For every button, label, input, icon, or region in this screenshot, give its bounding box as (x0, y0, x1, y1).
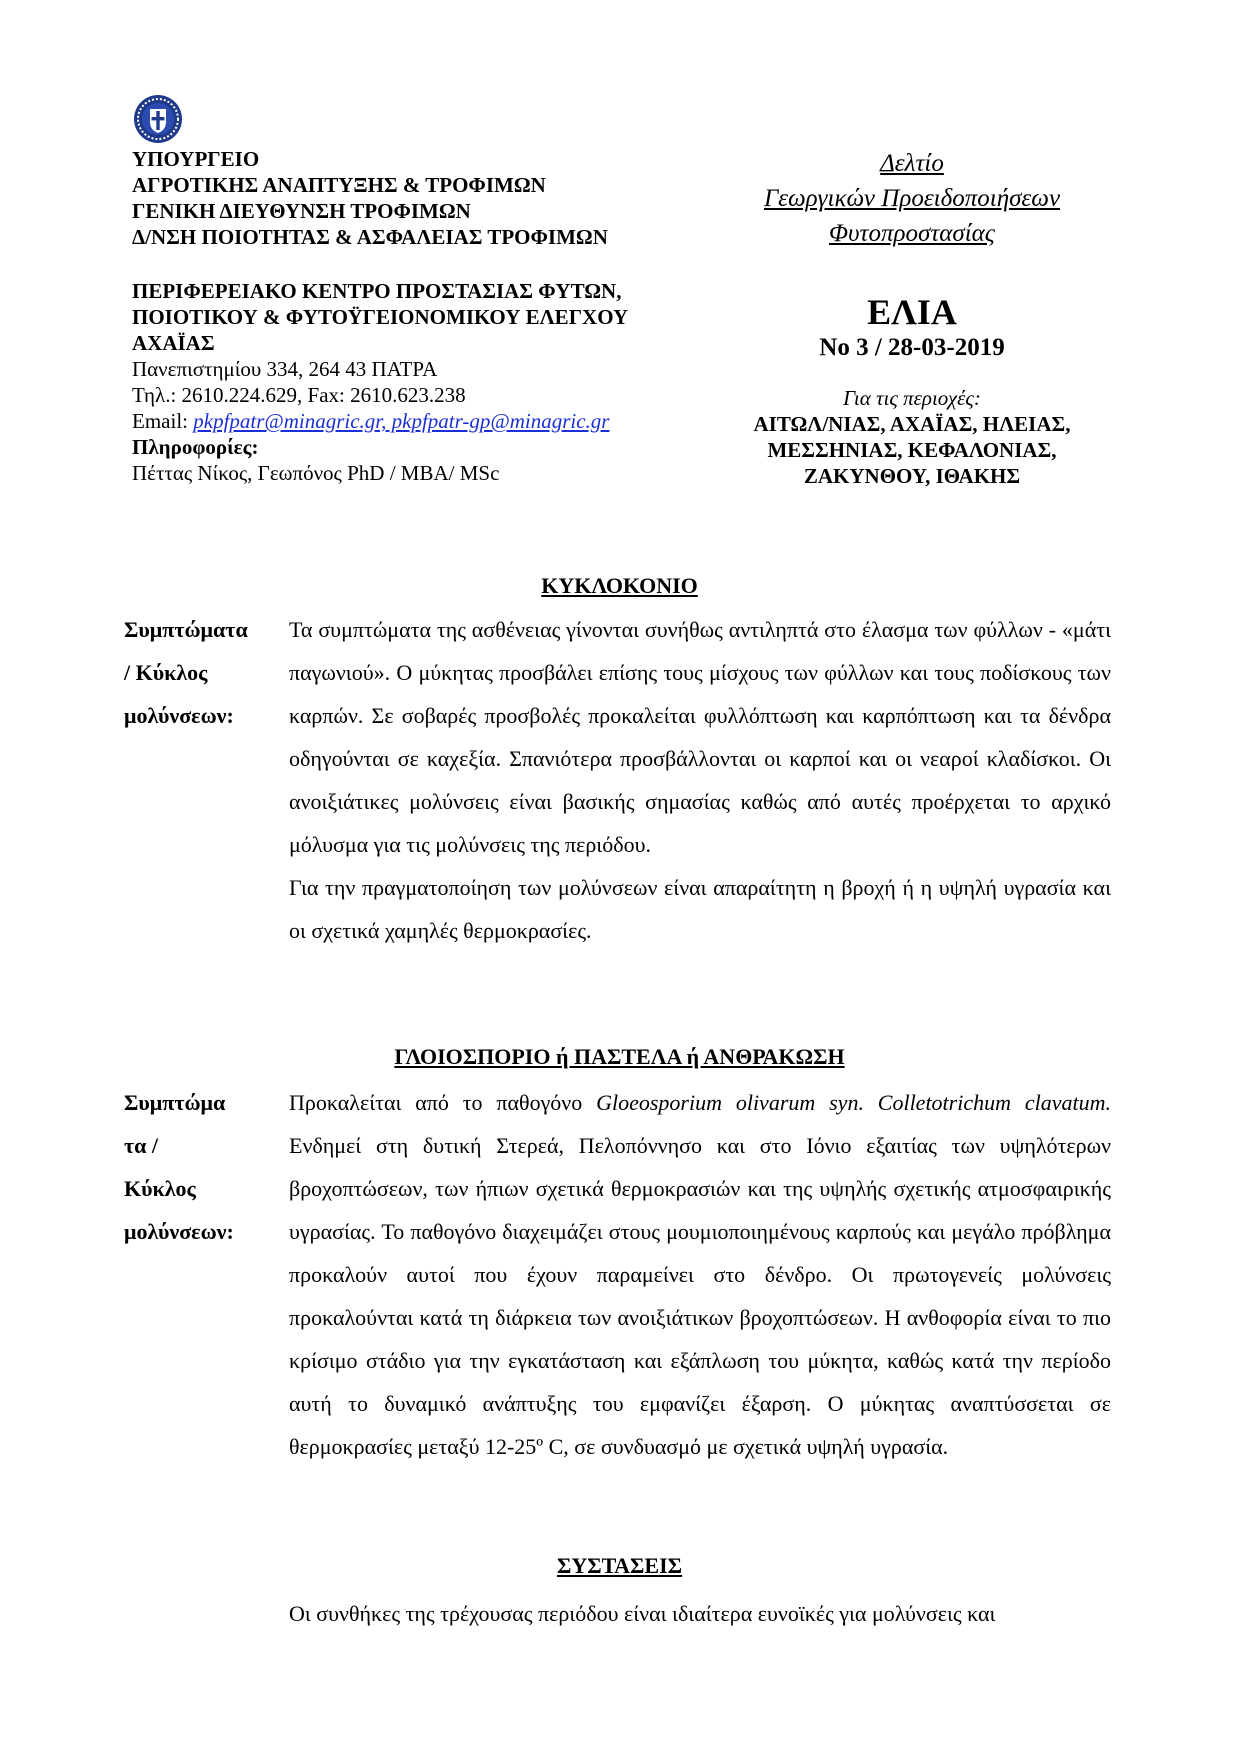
bulletin-title-line: Γεωργικών Προειδοποιήσεων (763, 185, 1061, 212)
pathogen-name: Gloeosporium olivarum syn. Colletotrichum clavatum. (596, 1090, 1111, 1115)
section-title-systaseis: ΣΥΣΤΑΣΕΙΣ (556, 1553, 683, 1578)
side-label-line: Κύκλος (124, 1176, 196, 1201)
crop-title: ΕΛΙΑ (867, 292, 957, 332)
paragraph-rest: Ενδημεί στη δυτική Στερεά, Πελοπόννησο και στο Ιόνιο εξαιτίας των υψηλότερων βροχοπτώσεων, των ήπιων σχετικά θερμοκρασιών και της υψηλής σχετικής ατμοσφαιρικής υγρασίας. Το παθογόνο διαχειμάζει στους μουμιοποιημένους καρπούς και μεγάλο πρόβλημα προκαλούν αυτοί που έχουν παραμείνει στο δένδρο. Οι πρωτογενείς μολύνσεις προκαλούνται κατά τη διάρκεια των ανοιξιάτικων βροχοπτώσεων. Η ανθοφορία είναι το πιο κρίσιμο στάδιο για την εγκατάσταση και εξάπλωση του μύκητα, καθώς κατά την περίοδο αυτή το δυναμικό ανάπτυξης του εμφανίζει έξαρση. Ο μύκητας αναπτύσσεται σε θερμοκρασίες μεταξύ 12-25º C, σε συνδυασμό με σχετικά υψηλή υγρασία. (289, 1133, 1111, 1459)
paragraph: Οι συνθήκες της τρέχουσας περιόδου είναι ιδιαίτερα ευνοϊκές για μολύνσεις και (289, 1601, 996, 1626)
areas-line: ΖΑΚΥΝΘΟΥ, ΙΘΑΚΗΣ (803, 464, 1021, 488)
paragraph: Για την πραγματοποίηση των μολύνσεων είναι απαραίτητη η βροχή ή η υψηλή υγρασία και οι σχετικά χαμηλές θερμοκρασίες. (289, 875, 1111, 943)
areas-line: ΑΙΤΩΛ/ΝΙΑΣ, ΑΧΑΪΑΣ, ΗΛΕΙΑΣ, (753, 412, 1071, 436)
side-label-line: μολύνσεων: (124, 703, 234, 728)
section-body-gloiosporio (289, 1081, 1111, 1468)
side-label-line: τα / (124, 1133, 159, 1158)
section-body-systaseis (289, 1592, 1111, 1635)
section-side-label (124, 608, 274, 737)
areas-line: ΜΕΣΣΗΝΙΑΣ, ΚΕΦΑΛΟΝΙΑΣ, (767, 438, 1057, 462)
issue-number: Νο 3 / 28-03-2019 (819, 334, 1005, 361)
center-name-line: ΠΕΡΙΦΕΡΕΙΑΚΟ ΚΕΝΤΡΟ ΠΡΟΣΤΑΣΙΑΣ ΦΥΤΩΝ, (132, 279, 622, 303)
side-label-line: Συμπτώματα (124, 617, 248, 642)
side-label-line: Συμπτώμα (124, 1090, 226, 1115)
section-title-gloiosporio: ΓΛΟΙΟΣΠΟΡΙΟ ή ΠΑΣΤΕΛΑ ή ΑΝΘΡΑΚΩΣΗ (394, 1044, 845, 1069)
bulletin-title-line: Φυτοπροστασίας (829, 220, 995, 247)
ministry-header (132, 146, 732, 486)
bulletin-header (712, 146, 1112, 489)
email-row (132, 408, 732, 434)
ministry-line: ΓΕΝΙΚΗ ΔΙΕΥΘΥΝΣΗ ΤΡΟΦΙΜΩΝ (132, 199, 471, 223)
phone-fax: Τηλ.: 2610.224.629, Fax: 2610.623.238 (132, 383, 466, 407)
center-name-line: ΠΟΙΟΤΙΚΟΥ & ΦΥΤΟΫΓΕΙΟΝΟΜΙΚΟΥ ΕΛΕΓΧΟΥ (132, 305, 629, 329)
paragraph: Τα συμπτώματα της ασθένειας γίνονται συνήθως αντιληπτά στο έλασμα των φύλλων - «μάτι παγωνιού». Ο μύκητας προσβάλει επίσης τους μίσχους των φύλλων και τους ποδίσκους των καρπών. Σε σοβαρές προσβολές προκαλείται φυλλόπτωση και καρπόπτωση και τα δένδρα οδηγούνται σε καχεξία. Σπανιότερα προσβάλλονται οι καρποί και οι νεαροί κλαδίσκοι. Οι ανοιξιάτικες μολύνσεις είναι βασικής σημασίας καθώς από αυτές προέρχεται το αρχικό μόλυσμα για τις μολύνσεις της περιόδου. (289, 617, 1111, 857)
section-side-label (124, 1081, 274, 1253)
greek-emblem-icon (133, 94, 183, 144)
info-label: Πληροφορίες: (132, 435, 259, 459)
bulletin-title-line: Δελτίο (880, 150, 944, 177)
info-person: Πέττας Νίκος, Γεωπόνος PhD / MBA/ MSc (132, 461, 500, 485)
ministry-line: ΥΠΟΥΡΓΕΙΟ (132, 147, 260, 171)
paragraph-start: Προκαλείται από το παθογόνο (289, 1090, 597, 1115)
ministry-line: ΑΓΡΟΤΙΚΗΣ ΑΝΑΠΤΥΞΗΣ & ΤΡΟΦΙΜΩΝ (132, 173, 546, 197)
paragraph (289, 1081, 1111, 1468)
email-label: Email: (132, 409, 194, 433)
side-label-line: μολύνσεων: (124, 1219, 234, 1244)
section-title-kyklokonio: ΚΥΚΛΟΚΟΝΙΟ (541, 573, 698, 598)
side-label-line: / Κύκλος (124, 660, 208, 685)
section-body-kyklokonio (289, 608, 1111, 952)
address: Πανεπιστημίου 334, 264 43 ΠΑΤΡΑ (132, 357, 438, 381)
center-name-line: ΑΧΑΪΑΣ (132, 331, 215, 355)
ministry-line: Δ/ΝΣΗ ΠΟΙΟΤΗΤΑΣ & ΑΣΦΑΛΕΙΑΣ ΤΡΟΦΙΜΩΝ (132, 225, 608, 249)
email-links[interactable]: pkpfpatr@minagric.gr, pkpfpatr-gp@minagric.gr (193, 409, 610, 433)
areas-label: Για τις περιοχές: (843, 386, 981, 410)
